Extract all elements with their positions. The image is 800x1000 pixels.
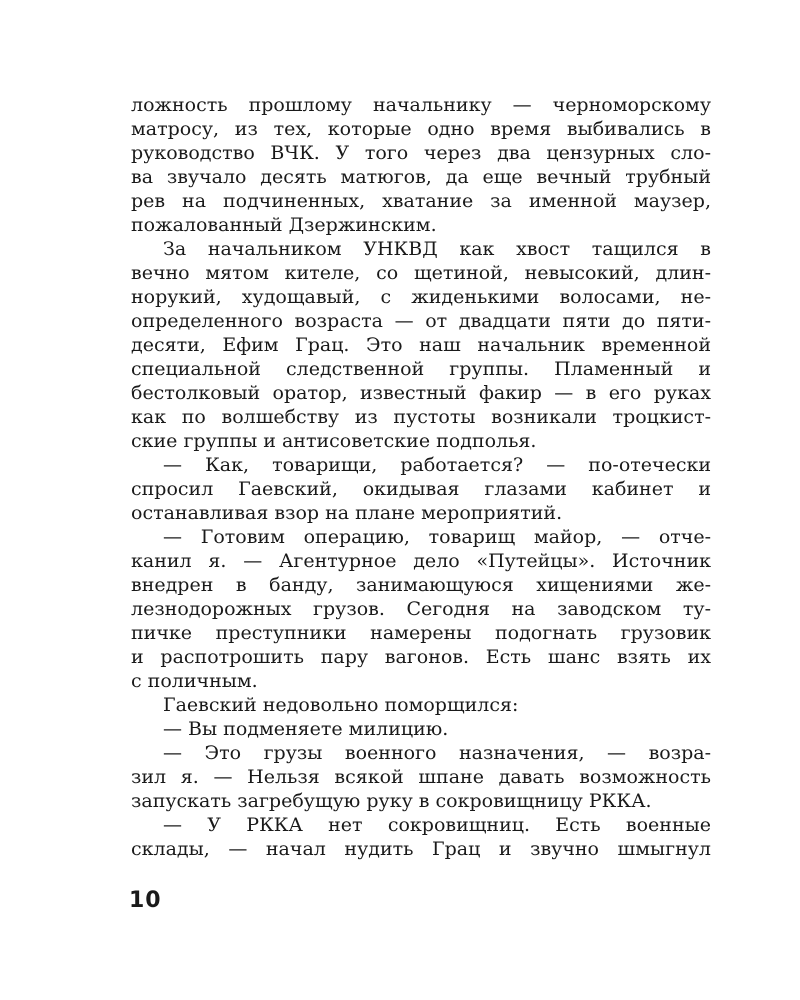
- text-line: специальной следственной группы. Пламенный и: [131, 358, 711, 380]
- text-line: матросу, из тех, которые одно время выбивались в: [131, 118, 711, 140]
- text-line: ложность прошлому начальнику — черноморскому: [131, 94, 711, 116]
- text-line: — У РККА нет сокровищниц. Есть военные: [163, 814, 711, 836]
- text-line: За начальником УНКВД как хвост тащился в: [163, 238, 711, 260]
- text-line: — Как, товарищи, работается? — по-отечески: [163, 454, 711, 476]
- text-line: зил я. — Нельзя всякой шпане давать возможность: [131, 766, 711, 788]
- text-line: Гаевский недовольно поморщился:: [163, 694, 519, 716]
- text-line: норукий, худощавый, с жиденькими волосами, не-: [131, 286, 711, 308]
- text-line: ва звучало десять матюгов, да еще вечный трубный: [131, 166, 711, 188]
- text-line: определенного возраста — от двадцати пяти до пяти-: [131, 310, 711, 332]
- text-line: — Вы подменяете милицию.: [163, 718, 449, 740]
- text-line: рев на подчиненных, хватание за именной маузер,: [131, 190, 711, 212]
- body-text: [131, 93, 711, 861]
- text-line: десяти, Ефим Грац. Это наш начальник временной: [131, 334, 711, 356]
- text-line: пожалованный Дзержинским.: [131, 214, 437, 236]
- text-line: спросил Гаевский, окидывая глазами кабинет и: [131, 478, 711, 500]
- text-line: внедрен в банду, занимающуюся хищениями же-: [131, 574, 711, 596]
- text-line: канил я. — Агентурное дело «Путейцы». Источник: [131, 550, 711, 572]
- text-line: склады, — начал нудить Грац и звучно шмыгнул: [131, 838, 711, 860]
- text-line: — Готовим операцию, товарищ майор, — отче-: [163, 526, 711, 548]
- text-line: запускать загребущую руку в сокровищницу РККА.: [131, 790, 652, 812]
- text-line: — Это грузы военного назначения, — возра-: [163, 742, 711, 764]
- text-line: и распотрошить пару вагонов. Есть шанс взять их: [131, 646, 711, 668]
- page-number: 10: [129, 888, 162, 913]
- text-line: пичке преступники намерены подогнать грузовик: [131, 622, 711, 644]
- text-line: бестолковый оратор, известный факир — в его руках: [131, 382, 711, 404]
- text-line: вечно мятом кителе, со щетиной, невысокий, длин-: [131, 262, 711, 284]
- text-line: руководство ВЧК. У того через два цензурных сло-: [131, 142, 711, 164]
- text-line: с поличным.: [131, 670, 258, 692]
- text-line: лезнодорожных грузов. Сегодня на заводском ту-: [131, 598, 711, 620]
- text-line: как по волшебству из пустоты возникали троцкист-: [131, 406, 711, 428]
- text-line: останавливая взор на плане мероприятий.: [131, 502, 563, 524]
- text-line: ские группы и антисоветские подполья.: [131, 430, 537, 452]
